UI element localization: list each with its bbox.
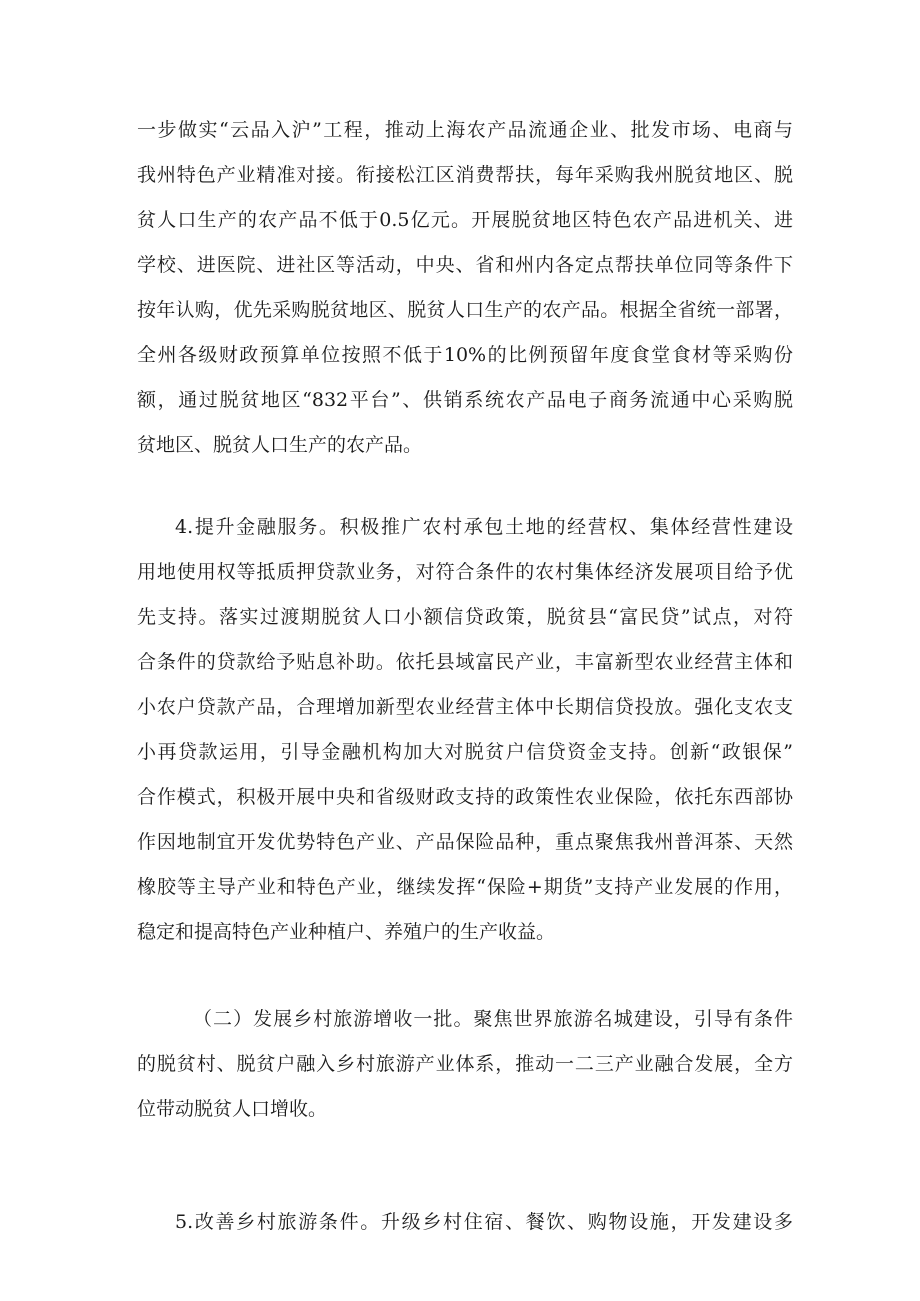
paragraph-consumption-support	[137, 108, 793, 468]
text-line: 作因地制宜开发优势特色产业、产品保险品种，重点聚焦我州普洱茶、天然	[137, 831, 793, 853]
section-heading-line: （二）发展乡村旅游增收一批。聚焦世界旅游名城建设，引导有条件	[193, 1008, 793, 1030]
text-line: 一步做实“云品入沪”工程，推动上海农产品流通企业、批发市场、电商与	[137, 119, 793, 141]
text-line: 我州特色产业精准对接。衔接松江区消费帮扶，每年采购我州脱贫地区、脱	[137, 164, 793, 186]
text-line: 小再贷款运用，引导金融机构加大对脱贫户信贷资金支持。创新“政银保”	[137, 741, 793, 763]
paragraph-heading-line: 4.提升金融服务。积极推广农村承包土地的经营权、集体经营性建设	[175, 516, 793, 538]
text-line: 合条件的贷款给予贴息补助。依托县域富民产业，丰富新型农业经营主体和	[137, 651, 793, 673]
text-line: 用地使用权等抵质押贷款业务，对符合条件的农村集体经济发展项目给予优	[137, 561, 793, 583]
text-line: 位带动脱贫人口增收。	[137, 1098, 328, 1120]
text-line: 全州各级财政预算单位按照不低于10%的比例预留年度食堂食材等采购份	[137, 344, 793, 366]
text-line: 贫地区、脱贫人口生产的农产品。	[137, 434, 423, 456]
text-line: 先支持。落实过渡期脱贫人口小额信贷政策，脱贫县“富民贷”试点，对符	[137, 606, 793, 628]
text-line: 的脱贫村、脱贫户融入乡村旅游产业体系，推动一二三产业融合发展，全方	[137, 1053, 793, 1075]
paragraph-financial-services	[137, 505, 793, 955]
text-line: 学校、进医院、进社区等活动，中央、省和州内各定点帮扶单位同等条件下	[137, 254, 793, 276]
text-line: 小农户贷款产品，合理增加新型农业经营主体中长期信贷投放。强化支农支	[137, 696, 793, 718]
text-line: 贫人口生产的农产品不低于0.5亿元。开展脱贫地区特色农产品进机关、进	[137, 209, 793, 231]
paragraph-rural-tourism	[137, 997, 793, 1132]
paragraph-heading-line: 5.改善乡村旅游条件。升级乡村住宿、餐饮、购物设施，开发建设多	[175, 1211, 793, 1233]
text-line: 橡胶等主导产业和特色产业，继续发挥“保险+期货”支持产业发展的作用，	[137, 876, 793, 898]
text-line: 额，通过脱贫地区“832平台”、供销系统农产品电子商务流通中心采购脱	[137, 389, 793, 411]
text-line: 稳定和提高特色产业种植户、养殖户的生产收益。	[137, 921, 556, 943]
paragraph-tourism-conditions	[137, 1200, 793, 1245]
text-line: 按年认购，优先采购脱贫地区、脱贫人口生产的农产品。根据全省统一部署，	[137, 299, 793, 321]
text-line: 合作模式，积极开展中央和省级财政支持的政策性农业保险，依托东西部协	[137, 786, 793, 808]
